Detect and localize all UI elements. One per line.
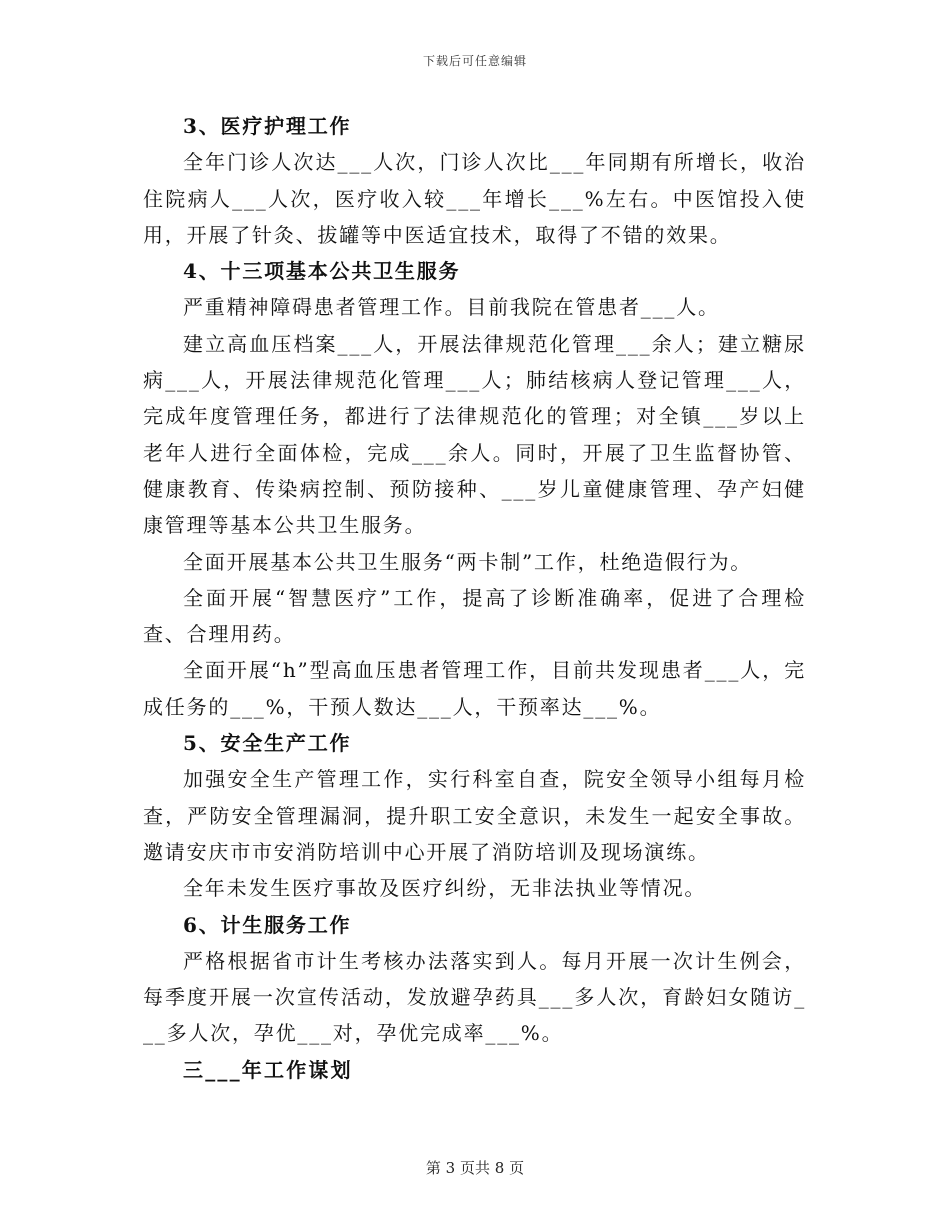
document-body <box>143 108 806 1088</box>
paragraph-h-hypertension: 全面开展“h”型高血压患者管理工作，目前共发现患者___人，完成任务的___%，干预人数达___人，干预率达___%。 <box>143 658 806 719</box>
paragraph-safety-management: 加强安全生产管理工作，实行科室自查，院安全领导小组每月检查，严防安全管理漏洞，提升职工安全意识，未发生一起安全事故。邀请安庆市市安消防培训中心开展了消防培训及现场演练。 <box>143 767 806 864</box>
paragraph-mental-disorder: 严重精神障碍患者管理工作。目前我院在管患者___人。 <box>183 295 720 320</box>
paragraph-no-accidents: 全年未发生医疗事故及医疗纠纷，无非法执业等情况。 <box>183 876 707 901</box>
paragraph-family-planning: 严格根据省市计生考核办法落实到人。每月开展一次计生例会，每季度开展一次宣传活动，发放避孕药具___多人次，育龄妇女随访___多人次，孕优___对，孕优完成率___%。 <box>143 948 806 1046</box>
page-footer: 第 3 页共 8 页 <box>425 1159 525 1177</box>
paragraph-smart-medical: 全面开展“智慧医疗”工作，提高了诊断准确率，促进了合理检查、合理用药。 <box>143 585 806 647</box>
section-heading-public-health: 4、十三项基本公共卫生服务 <box>183 259 461 284</box>
paragraph-two-card-system: 全面开展基本公共卫生服务“两卡制”工作，杜绝造假行为。 <box>183 549 753 574</box>
section-heading-family-planning: 6、计生服务工作 <box>183 912 352 937</box>
paragraph-chronic-disease: 建立高血压档案___人，开展法律规范化管理___余人；建立糖尿病___人，开展法律规范化管理___人；肺结核病人登记管理___人，完成年度管理任务，都进行了法律规范化的管理；对全镇___岁以上老年人进行全面体检，完成___余人。同时，开展了卫生监督协管、健康教育、传染病控制、预防接种、___岁儿童健康管理、孕产妇健康管理等基本公共卫生服务。 <box>143 331 806 538</box>
page-header: 下载后可任意编辑 <box>422 54 527 68</box>
section-heading-medical-care: 3、医疗护理工作 <box>183 114 352 138</box>
section-heading-work-plan: 三___年工作谋划 <box>183 1057 353 1082</box>
paragraph-medical-care: 全年门诊人次达___人次，门诊人次比___年同期有所增长，收治住院病人___人次，医疗收入较___年增长___%左右。中医馆投入使用，开展了针灸、拔罐等中医适宜技术，取得了不错的效果。 <box>143 150 806 247</box>
section-heading-safety: 5、安全生产工作 <box>183 731 352 756</box>
